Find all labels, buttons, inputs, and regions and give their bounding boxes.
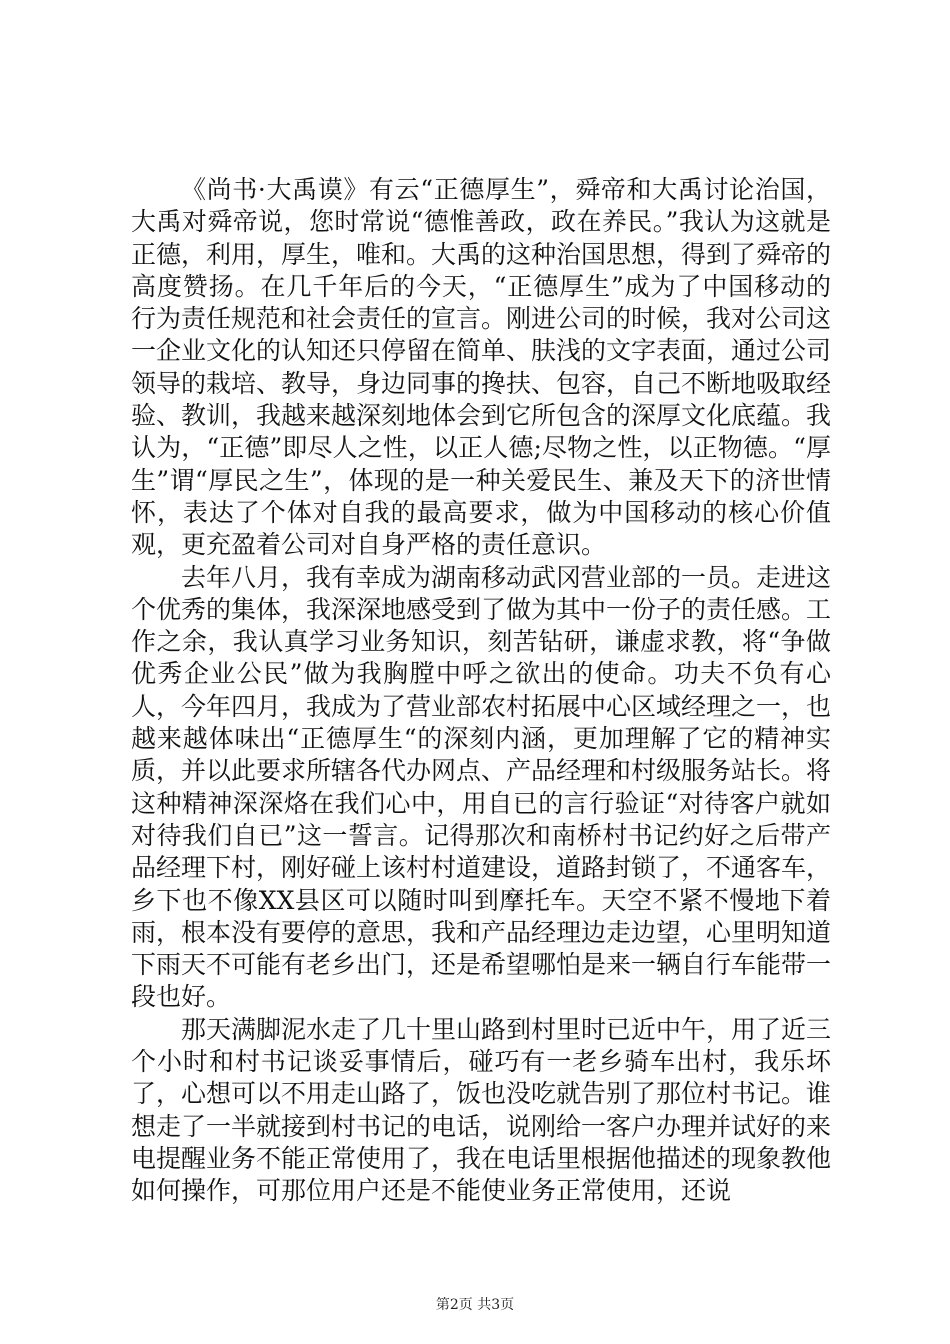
body-text	[131, 174, 831, 1208]
paragraph-1: 《尚书·大禹谟》有云“正德厚生”，舜帝和大禹讨论治国，大禹对舜帝说，您时常说“德惟善政，政在养民。”我认为这就是正德，利用，厚生，唯和。大禹的这种治国思想，得到了舜帝的高度赞扬。在几千年后的今天，“正德厚生”成为了中国移动的行为责任规范和社会责任的宣言。刚进公司的时候，我对公司这一企业文化的认知还只停留在简单、肤浅的文字表面，通过公司领导的栽培、教导，身边同事的搀扶、包容，自己不断地吸取经验、教训，我越来越深刻地体会到它所包含的深厚文化底蕴。我认为，“正德”即尽人之性，以正人德;尽物之性，以正物德。“厚生”谓“厚民之生”，体现的是一种关爱民生、兼及天下的济世情怀，表达了个体对自我的最高要求，做为中国移动的核心价值观，更充盈着公司对自身严格的责任意识。	[131, 175, 832, 560]
paragraph-2: 去年八月，我有幸成为湖南移动武冈营业部的一员。走进这个优秀的集体，我深深地感受到了做为其中一份子的责任感。工作之余，我认真学习业务知识，刻苦钻研，谦虚求教，将“争做优秀企业公民”做为我胸膛中呼之欲出的使命。功夫不负有心人，今年四月，我成为了营业部农村拓展中心区域经理之一，也越来越体味出“正德厚生“的深刻内涵，更加理解了它的精神实质，并以此要求所辖各代办网点、产品经理和村级服务站长。将这种精神深深烙在我们心中，用自已的言行验证“对待客户就如对待我们自已”这一誓言。记得那次和南桥村书记约好之后带产品经理下村，刚好碰上该村村道建设，道路封锁了，不通客车，乡下也不像XX县区可以随时叫到摩托车。天空不紧不慢地下着雨，根本没有要停的意思，我和产品经理边走边望，心里明知道下雨天不可能有老乡出门，还是希望哪怕是来一辆自行车能带一段也好。	[131, 562, 832, 1012]
paragraph-3: 那天满脚泥水走了几十里山路到村里时已近中午，用了近三个小时和村书记谈妥事情后，碰巧有一老乡骑车出村，我乐坏了，心想可以不用走山路了，饭也没吃就告别了那位村书记。谁想走了一半就接到村书记的电话，说刚给一客户办理并试好的来电提醒业务不能正常使用了，我在电话里根据他描述的现象教他如何操作，可那位用户还是不能使业务正常使用，还说	[131, 1014, 832, 1206]
page-number-footer: 第2页 共3页	[435, 1297, 515, 1313]
